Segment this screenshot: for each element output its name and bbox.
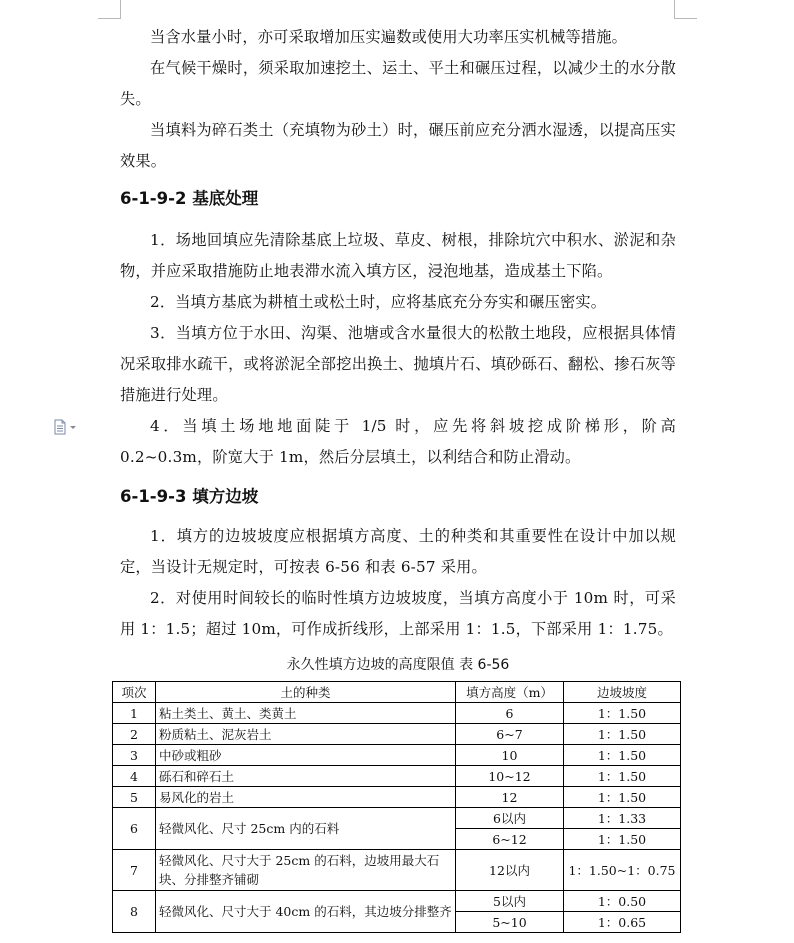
list-item: 1．场地回填应先清除基底上垃圾、草皮、树根，排除坑穴中积水、淤泥和杂物，并应采取措施防止地表滞水流入填方区，浸泡地基，造成基土下陷。 (120, 231, 676, 280)
table-row (113, 724, 681, 745)
page-corner-mark-top-right (674, 0, 697, 19)
table-row (113, 745, 681, 766)
cell-height: 10 (456, 745, 564, 766)
cell-height: 6以内 (456, 808, 564, 829)
table-row (113, 787, 681, 808)
page-corner-mark-top-left (98, 0, 121, 19)
document-page (120, 22, 676, 680)
cell-no: 1 (113, 703, 156, 724)
cell-slope: 1：1.50 (564, 787, 681, 808)
document-paste-options-icon[interactable] (52, 418, 80, 436)
column-header: 边坡坡度 (564, 682, 681, 703)
cell-height: 5~10 (456, 912, 564, 933)
cell-slope: 1：0.50 (564, 891, 681, 912)
cell-slope: 1：1.50 (564, 745, 681, 766)
cell-no: 4 (113, 766, 156, 787)
table-row (113, 891, 681, 912)
cell-slope: 1：0.65 (564, 912, 681, 933)
cell-soil: 中砂或粗砂 (156, 745, 456, 766)
cell-slope: 1：1.50 (564, 829, 681, 850)
cell-no: 7 (113, 850, 156, 891)
column-header: 填方高度（m） (456, 682, 564, 703)
cell-height: 5以内 (456, 891, 564, 912)
cell-soil: 轻微风化、尺寸大于 25cm 的石料，边坡用最大石块、分排整齐铺砌 (156, 850, 456, 891)
paragraph: 当含水量小时，亦可采取增加压实遍数或使用大功率压实机械等措施。 (150, 28, 628, 46)
paragraph: 在气候干燥时，须采取加速挖土、运土、平土和碾压过程，以减少土的水分散失。 (120, 59, 676, 108)
section-heading-base-treatment: 6-1-9-2 基底处理 (120, 189, 259, 208)
cell-no: 2 (113, 724, 156, 745)
list-item: 1．填方的边坡坡度应根据填方高度、土的种类和其重要性在设计中加以规定，当设计无规定时，可按表 6-56 和表 6-57 采用。 (120, 527, 676, 576)
list-item: 2．当填方基底为耕植土或松土时，应将基底充分夯实和碾压密实。 (150, 293, 607, 311)
cell-height: 10~12 (456, 766, 564, 787)
cell-soil: 易风化的岩土 (156, 787, 456, 808)
list-item: 2．对使用时间较长的临时性填方边坡坡度，当填方高度小于 10m 时，可采用 1：1.5；超过 10m，可作成折线形，上部采用 1：1.5，下部采用 1：1.75。 (120, 589, 676, 638)
list-item: 3．当填方位于水田、沟渠、池塘或含水量很大的松散土地段，应根据具体情况采取排水疏干，或将淤泥全部挖出换土、抛填片石、填砂砾石、翻松、掺石灰等措施进行处理。 (120, 324, 676, 404)
paragraph: 当填料为碎石类土（充填物为砂土）时，碾压前应充分洒水湿透，以提高压实效果。 (120, 121, 676, 170)
cell-soil: 粉质粘土、泥灰岩土 (156, 724, 456, 745)
table-row (113, 703, 681, 724)
cell-no: 5 (113, 787, 156, 808)
table-row (113, 808, 681, 829)
cell-height: 12以内 (456, 850, 564, 891)
cell-height: 6~7 (456, 724, 564, 745)
cell-height: 6~12 (456, 829, 564, 850)
slope-limit-table (112, 681, 681, 933)
column-header: 项次 (113, 682, 156, 703)
cell-soil: 轻微风化、尺寸大于 40cm 的石料，其边坡分排整齐 (156, 891, 456, 933)
table-caption: 永久性填方边坡的高度限值 表 6-56 (286, 657, 510, 673)
cell-slope: 1：1.50~1：0.75 (564, 850, 681, 891)
cell-slope: 1：1.50 (564, 766, 681, 787)
cell-height: 12 (456, 787, 564, 808)
cell-no: 6 (113, 808, 156, 850)
cell-soil: 粘土类土、黄土、类黄土 (156, 703, 456, 724)
list-item: 4．当填土场地地面陡于 1/5 时，应先将斜坡挖成阶梯形，阶高 0.2~0.3m，阶宽大于 1m，然后分层填土，以利结合和防止滑动。 (120, 417, 676, 466)
cell-soil: 轻微风化、尺寸 25cm 内的石料 (156, 808, 456, 850)
column-header: 土的种类 (156, 682, 456, 703)
cell-slope: 1：1.50 (564, 724, 681, 745)
cell-no: 3 (113, 745, 156, 766)
table-row (113, 850, 681, 891)
cell-height: 6 (456, 703, 564, 724)
cell-slope: 1：1.33 (564, 808, 681, 829)
table-header-row (113, 682, 681, 703)
table-row (113, 766, 681, 787)
cell-no: 8 (113, 891, 156, 933)
cell-slope: 1：1.50 (564, 703, 681, 724)
section-heading-fill-slope: 6-1-9-3 填方边坡 (120, 487, 259, 506)
cell-soil: 砾石和碎石土 (156, 766, 456, 787)
